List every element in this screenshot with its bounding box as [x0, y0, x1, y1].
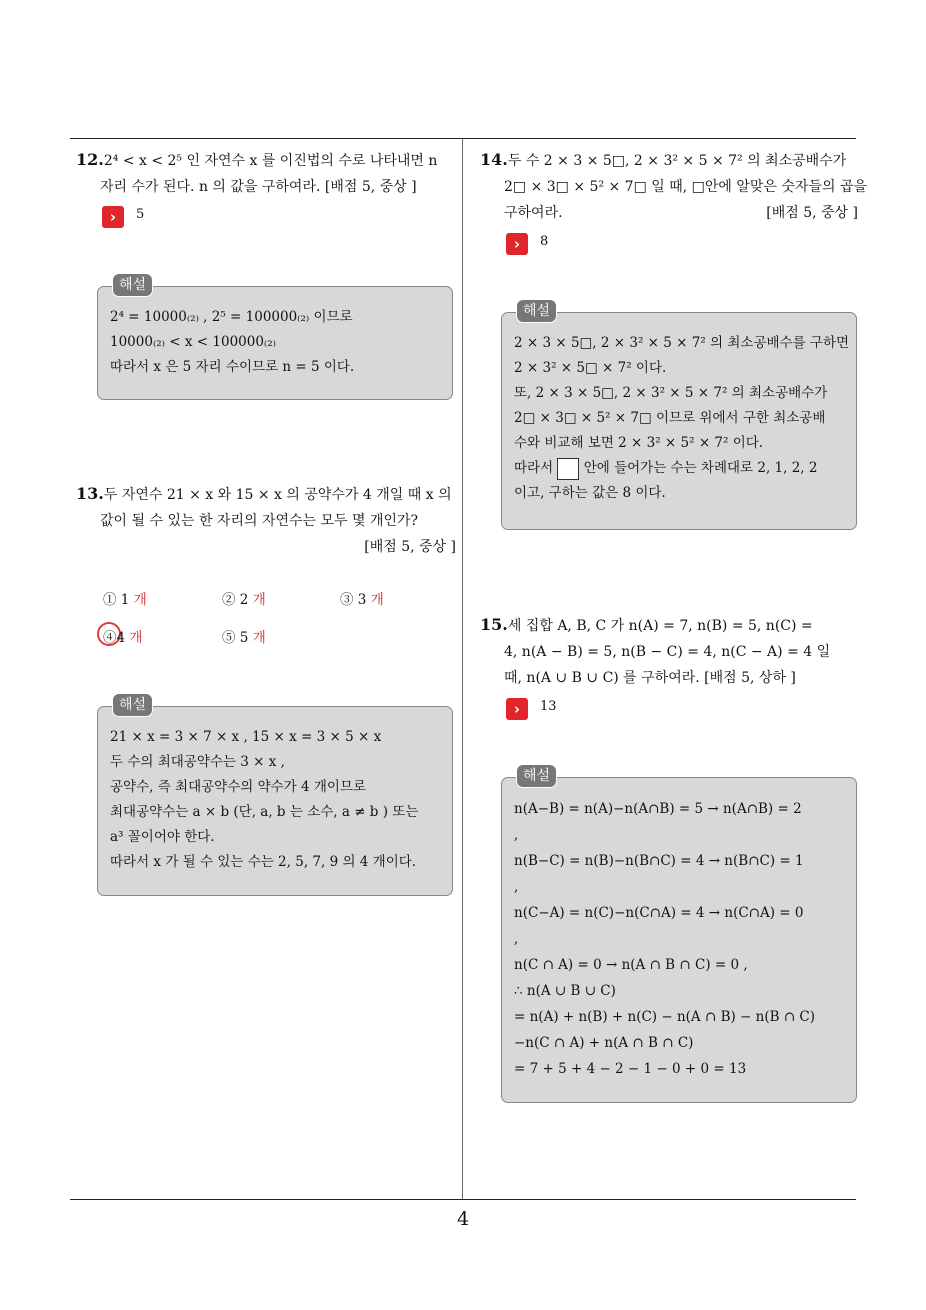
answer-12: [102, 203, 144, 225]
question-text-line: 세 집합 A, B, C 가 n(A) = 7, n(B) = 5, n(C) =: [507, 618, 813, 634]
solution-line: 공약수, 즉 최대공약수의 약수가 4 개이므로: [110, 779, 367, 795]
answer-14: [506, 230, 548, 252]
choice-value: 5: [239, 630, 249, 646]
solution-box-13: [97, 697, 453, 896]
solution-line: ,: [514, 827, 519, 843]
solution-line: = 7 + 5 + 4 − 2 − 1 − 0 + 0 = 13: [514, 1061, 747, 1077]
solution-tag: 해설: [516, 299, 557, 323]
solution-line: 최대공약수는 a × b (단, a, b 는 소수, a ≠ b ) 또는: [110, 804, 419, 820]
solution-line: 2 × 3 × 5□, 2 × 3² × 5 × 7² 의 최소공배수를 구하면: [514, 335, 850, 351]
question-12: [76, 147, 456, 200]
answer-arrow-icon: ›: [506, 698, 528, 720]
question-14: [480, 147, 868, 226]
top-rule: [70, 138, 856, 139]
bottom-rule: [70, 1199, 856, 1200]
question-points: [배점 5, 중상 ]: [364, 539, 456, 555]
choice-unit: 개: [370, 592, 384, 608]
question-text-line: 두 자연수 21 × x 와 15 × x 의 공약수가 4 개일 때 x 의: [103, 487, 452, 503]
choice-value: 4: [116, 630, 126, 646]
solution-line: 따라서 x 은 5 자리 수이므로 n = 5 이다.: [110, 359, 355, 375]
solution-text: 따라서: [514, 460, 554, 476]
page-number: 4: [456, 1208, 470, 1230]
answer-value: 8: [540, 233, 549, 249]
choice-unit: 개: [252, 592, 266, 608]
choice-value: 3: [357, 592, 367, 608]
solution-line: ,: [514, 931, 519, 947]
solution-line: 10000₍₂₎ < x < 100000₍₂₎: [110, 334, 276, 350]
solution-line: 21 × x = 3 × 7 × x , 15 × x = 3 × 5 × x: [110, 729, 382, 745]
choice-value: 1: [120, 592, 130, 608]
solution-line: n(B−C) = n(B)−n(B∩C) = 4 → n(B∩C) = 1: [514, 853, 804, 869]
solution-line: 따라서 x 가 될 수 있는 수는 2, 5, 7, 9 의 4 개이다.: [110, 854, 417, 870]
solution-line: n(A−B) = n(A)−n(A∩B) = 5 → n(A∩B) = 2: [514, 801, 802, 817]
answer-arrow-icon: ›: [506, 233, 528, 255]
choice-3[interactable]: [340, 588, 384, 608]
solution-tag: 해설: [516, 764, 557, 788]
answer-15: [506, 695, 557, 717]
solution-line: −n(C ∩ A) + n(A ∩ B ∩ C): [514, 1035, 694, 1051]
solution-box-15: [501, 768, 857, 1103]
choice-4[interactable]: [103, 626, 142, 646]
solution-box-14: [501, 303, 857, 530]
question-text-line: 2⁴ < x < 2⁵ 인 자연수 x 를 이진법의 수로 나타내면 n: [103, 153, 438, 169]
question-text-line: [480, 200, 858, 226]
solution-box-12: [97, 277, 453, 400]
choice-unit: 개: [133, 592, 147, 608]
question-text-line: 값이 될 수 있는 한 자리의 자연수는 모두 몇 개인가?: [100, 513, 419, 529]
choice-mark: ①: [103, 592, 117, 608]
question-number: 13.: [76, 484, 104, 503]
answer-value: 5: [136, 206, 145, 222]
choice-5[interactable]: [222, 626, 266, 646]
question-text-line: 자리 수가 된다. n 의 값을 구하여라. [배점 5, 중상 ]: [100, 179, 417, 195]
solution-line: 또, 2 × 3 × 5□, 2 × 3² × 5 × 7² 의 최소공배수가: [514, 385, 828, 401]
solution-line: [514, 456, 844, 481]
choice-mark: ⑤: [222, 630, 236, 646]
column-divider: [462, 138, 463, 1200]
solution-line: ,: [514, 879, 519, 895]
choice-mark: ④: [103, 630, 117, 646]
solution-line: ∴ n(A ∪ B ∪ C): [514, 983, 616, 999]
blank-box-icon: [557, 458, 579, 480]
question-points: [배점 5, 중상 ]: [766, 205, 858, 221]
question-text-line: 2□ × 3□ × 5² × 7□ 일 때, □안에 알맞은 숫자들의 곱을: [504, 179, 868, 195]
solution-line: = n(A) + n(B) + n(C) − n(A ∩ B) − n(B ∩ C): [514, 1009, 816, 1025]
choice-value: 2: [239, 592, 249, 608]
choice-unit: 개: [129, 630, 143, 646]
solution-line: 수와 비교해 보면 2 × 3² × 5² × 7² 이다.: [514, 435, 764, 451]
answer-value: 13: [540, 698, 557, 714]
question-text: 구하여라.: [504, 205, 563, 221]
choice-mark: ②: [222, 592, 236, 608]
choice-2[interactable]: [222, 588, 266, 608]
question-text-line: 때, n(A ∪ B ∪ C) 를 구하여라. [배점 5, 상하 ]: [504, 670, 796, 686]
solution-line: a³ 꼴이어야 한다.: [110, 829, 215, 845]
solution-text: 안에 들어가는 수는 차례대로 2, 1, 2, 2: [583, 460, 818, 476]
solution-line: 두 수의 최대공약수는 3 × x ,: [110, 754, 285, 770]
question-15: [480, 612, 858, 691]
question-13: [76, 481, 456, 560]
solution-line: n(C−A) = n(C)−n(C∩A) = 4 → n(C∩A) = 0: [514, 905, 804, 921]
solution-tag: 해설: [112, 693, 153, 717]
choice-1[interactable]: [103, 588, 147, 608]
question-text-line: 두 수 2 × 3 × 5□, 2 × 3² × 5 × 7² 의 최소공배수가: [507, 153, 847, 169]
solution-line: 2□ × 3□ × 5² × 7□ 이므로 위에서 구한 최소공배: [514, 410, 826, 426]
question-number: 15.: [480, 615, 508, 634]
solution-tag: 해설: [112, 273, 153, 297]
question-number: 12.: [76, 150, 104, 169]
solution-line: 2 × 3² × 5□ × 7² 이다.: [514, 360, 667, 376]
question-text-line: 4, n(A − B) = 5, n(B − C) = 4, n(C − A) = 4 일: [504, 644, 831, 660]
solution-line: 이고, 구하는 값은 8 이다.: [514, 485, 666, 501]
choice-mark: ③: [340, 592, 354, 608]
choice-unit: 개: [252, 630, 266, 646]
solution-line: 2⁴ = 10000₍₂₎ , 2⁵ = 100000₍₂₎ 이므로: [110, 309, 353, 325]
answer-arrow-icon: ›: [102, 206, 124, 228]
solution-line: n(C ∩ A) = 0 → n(A ∩ B ∩ C) = 0 ,: [514, 957, 748, 973]
question-number: 14.: [480, 150, 508, 169]
